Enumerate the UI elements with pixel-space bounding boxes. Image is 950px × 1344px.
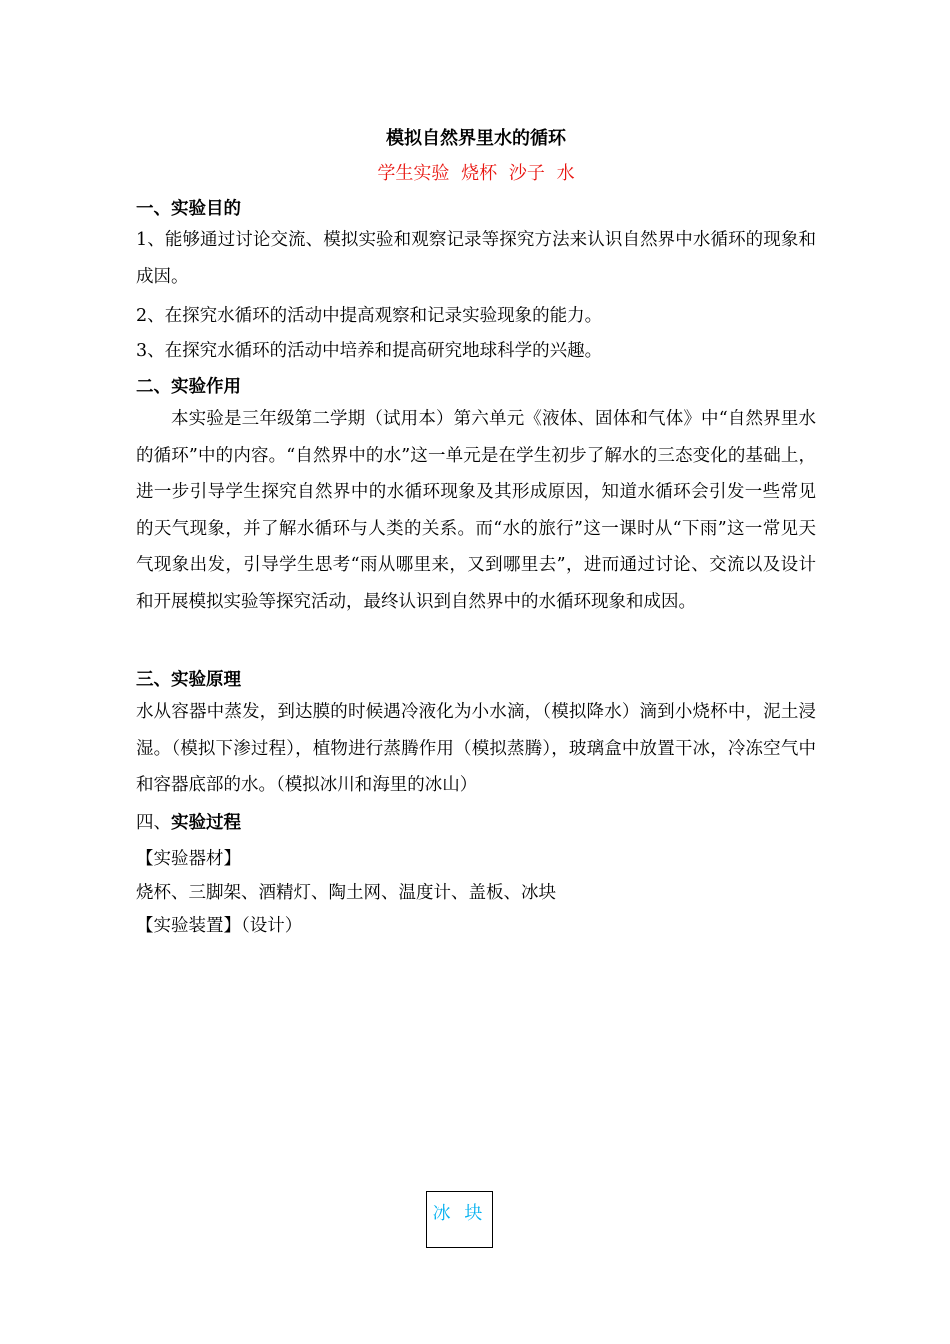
section-heading-purpose: 一、实验目的 — [136, 199, 241, 219]
ice-block-diagram — [426, 1191, 493, 1248]
role-paragraph: 本实验是三年级第二学期（试用本）第六单元《液体、固体和气体》中“自然界里水的循环”中的内容。“自然界中的水”这一单元是在学生初步了解水的三态变化的基础上，进一步引导学生探究自然界中的水循环现象及其形成原因，知道水循环会引发一些常见的天气现象，并了解水循环与人类的关系。而“水的旅行”这一课时从“下雨”这一常见天气现象出发，引导学生思考“雨从哪里来，又到哪里去”，进而通过讨论、交流以及设计和开展模拟实验等探究活动，最终认识到自然界中的水循环现象和成因。 — [136, 409, 816, 612]
purpose-item-3: 3、在探究水循环的活动中培养和提高研究地球科学的兴趣。 — [136, 341, 603, 361]
page-title: 模拟自然界里水的循环 — [386, 128, 566, 149]
device-label: 【实验装置】（设计） — [136, 916, 303, 936]
materials-list: 烧杯、三脚架、酒精灯、陶土网、温度计、盖板、冰块 — [136, 883, 556, 903]
ice-block-label: 冰 块 — [432, 1203, 487, 1224]
purpose-item-1: 1、能够通过讨论交流、模拟实验和观察记录等探究方法来认识自然界中水循环的现象和成因。 — [136, 230, 816, 287]
principle-paragraph: 水从容器中蒸发，到达膜的时候遇冷液化为小水滴，（模拟降水）滴到小烧杯中，泥土浸湿。（模拟下渗过程），植物进行蒸腾作用（模拟蒸腾），玻璃盒中放置干冰，冷冻空气中和容器底部的水。（模拟冰川和海里的冰山） — [136, 702, 816, 795]
section-heading-process — [136, 809, 241, 834]
process-heading-prefix: 四、 — [136, 813, 171, 833]
purpose-item-2: 2、在探究水循环的活动中提高观察和记录实验现象的能力。 — [136, 306, 603, 326]
page-subtitle: 学生实验 烧杯 沙子 水 — [377, 163, 575, 184]
materials-label: 【实验器材】 — [136, 849, 241, 869]
section-heading-principle: 三、实验原理 — [136, 670, 241, 690]
process-heading-text: 实验过程 — [171, 813, 241, 833]
section-heading-role: 二、实验作用 — [136, 377, 241, 397]
